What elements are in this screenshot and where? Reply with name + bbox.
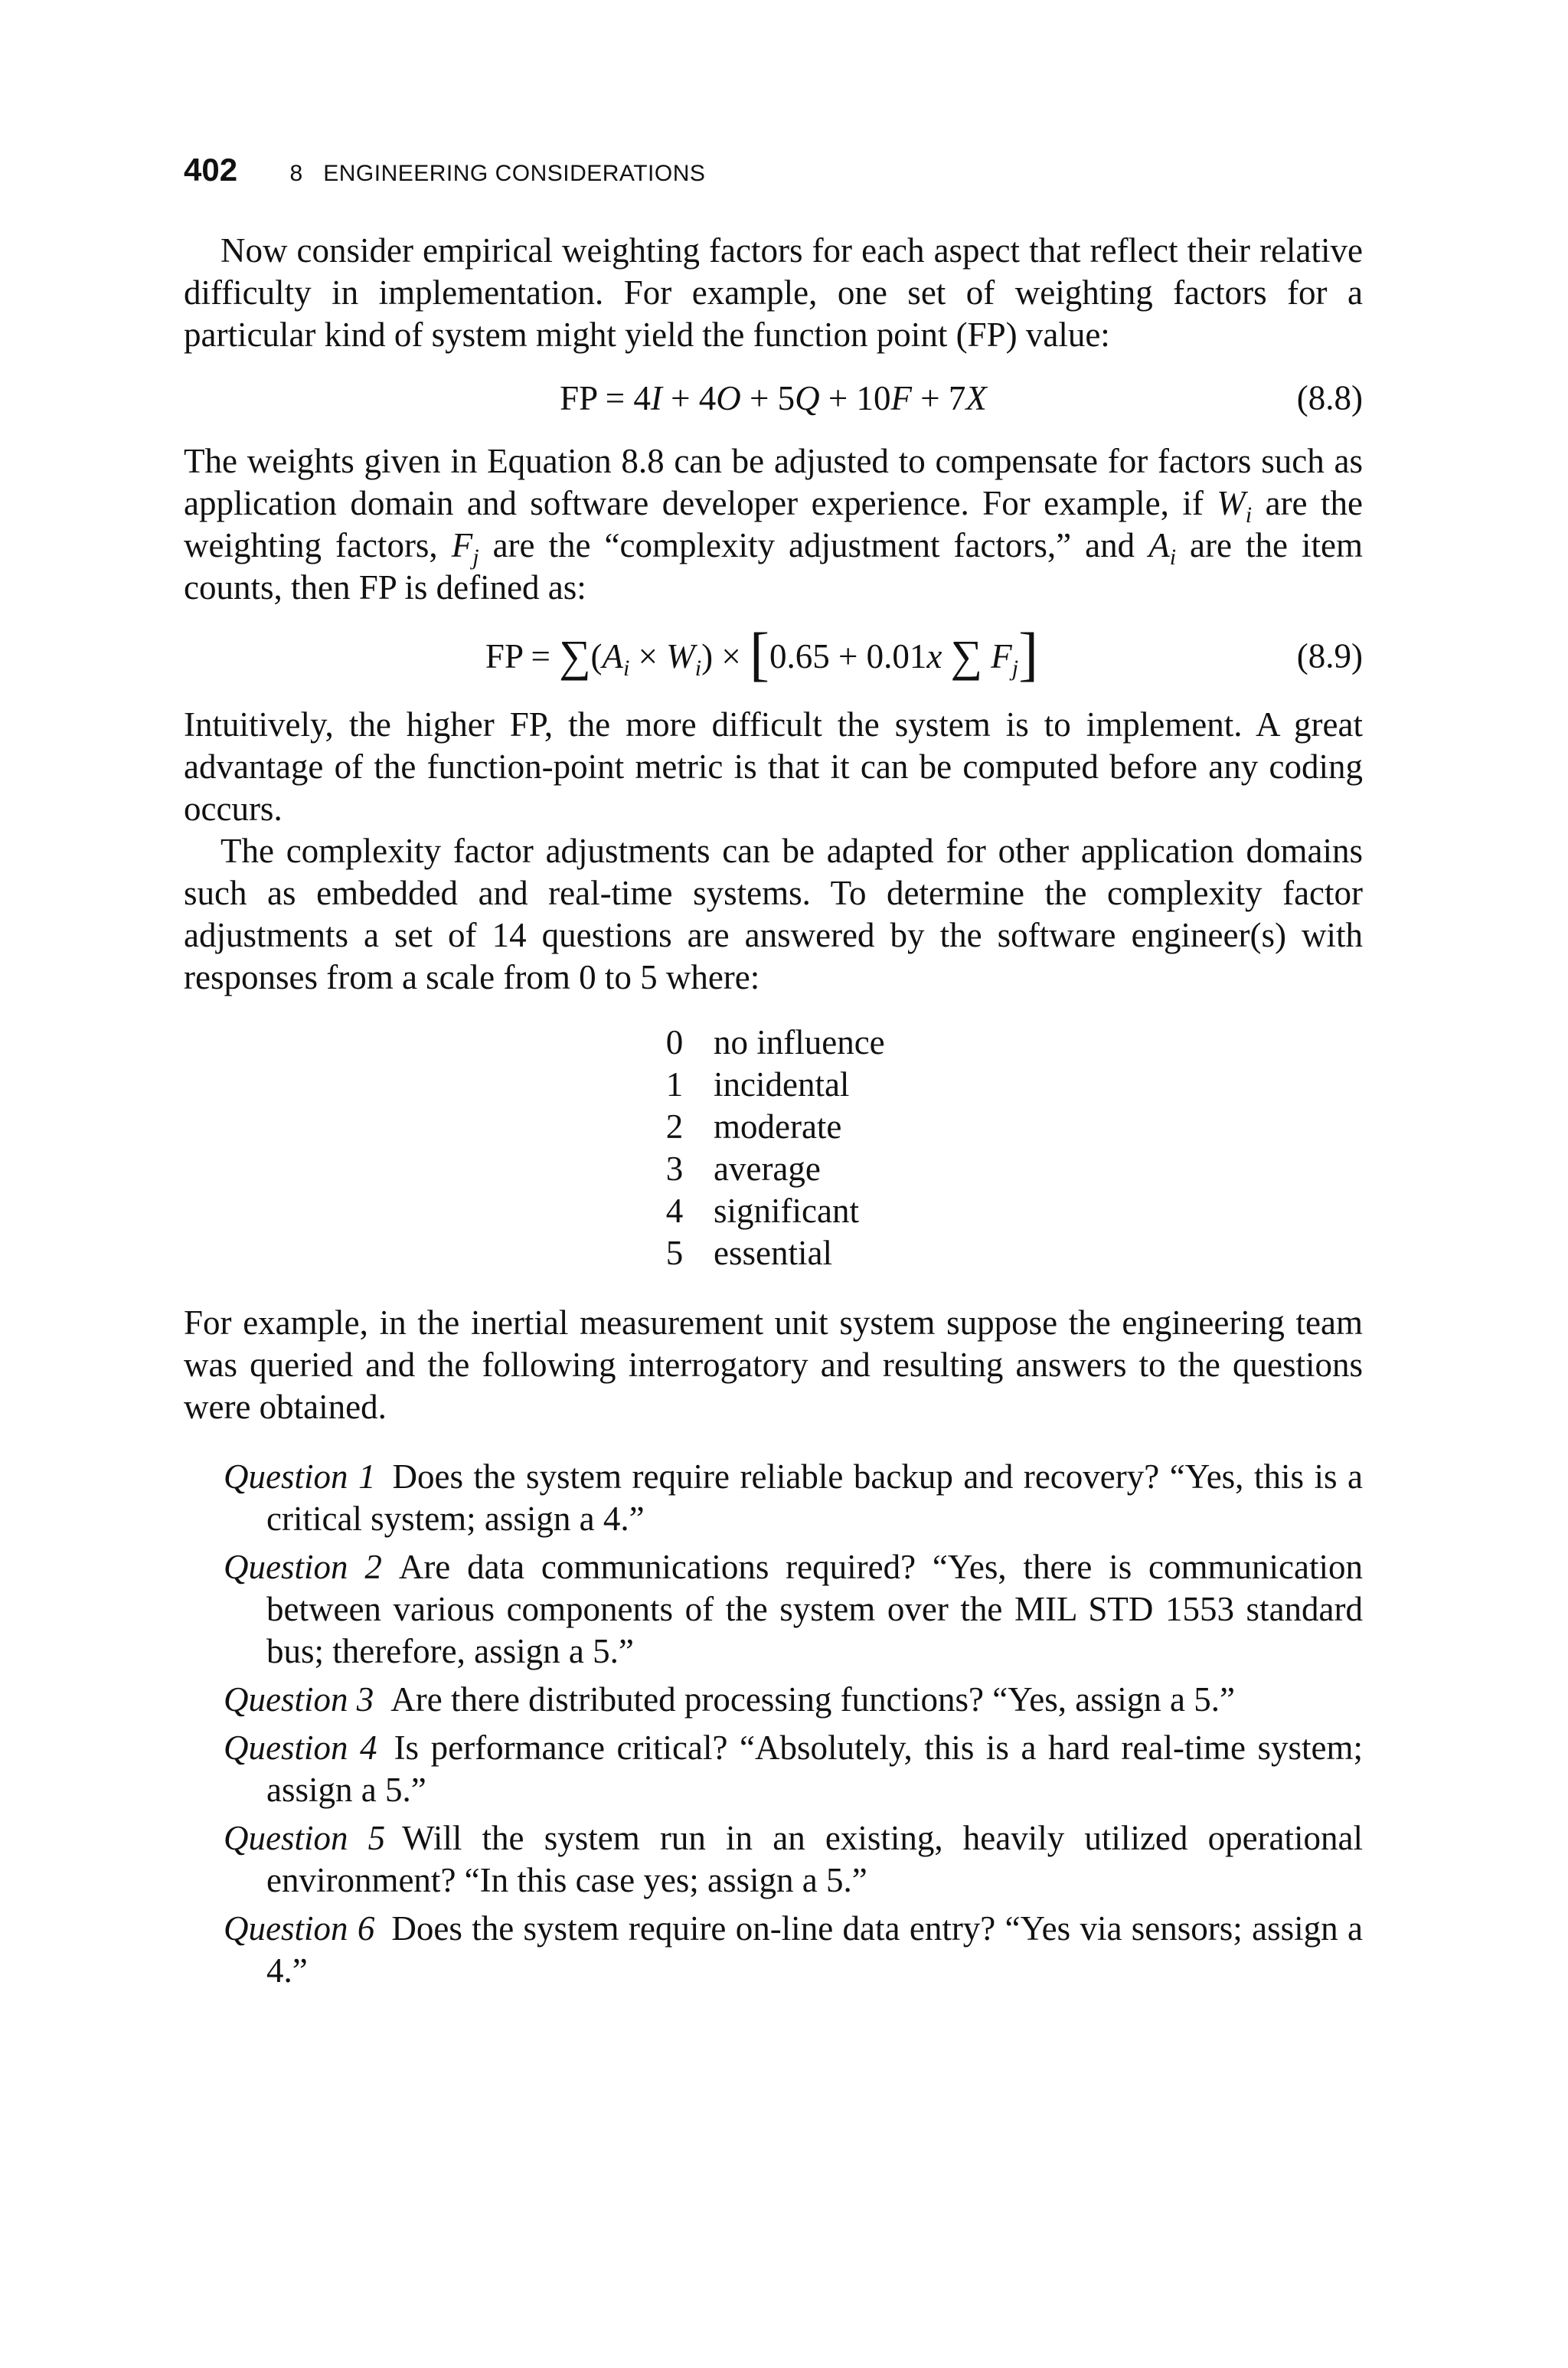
sub-i: i	[623, 655, 630, 681]
eq-var-q: Q	[795, 378, 820, 417]
question-text: Will the system run in an existing, heavily utilized operational environment? “In this case yes; assign a 5.”	[266, 1819, 1363, 1899]
list-item	[652, 1022, 1363, 1064]
eq-constant: 0.65 + 0.01	[769, 636, 927, 675]
var-a: A	[1148, 526, 1170, 564]
sub-j: j	[472, 545, 479, 570]
scale-value: 1	[665, 1065, 684, 1104]
sub-i: i	[1169, 545, 1177, 570]
eq-var-f: F	[890, 378, 913, 417]
var-f: F	[451, 526, 473, 564]
summation-symbol: ∑	[950, 630, 982, 681]
var-w: W	[1217, 484, 1246, 522]
scale-label: no influence	[714, 1023, 885, 1061]
eq-var-a: A	[602, 636, 624, 675]
list-item	[652, 1148, 1363, 1190]
question-text: Does the system require on-line data entry? “Yes via sensors; assign a 4.”	[266, 1909, 1363, 1990]
question-text: Does the system require reliable backup and recovery? “Yes, this is a critical system; assign a 4.”	[266, 1457, 1363, 1538]
question-label: Question 5	[224, 1819, 386, 1857]
eq-term: + 4	[662, 378, 717, 417]
question-text: Are data communications required? “Yes, there is communication between various components of the system over the MIL STD 1553 standard bus; therefore, assign a 5.”	[266, 1548, 1363, 1670]
sub-i: i	[1245, 502, 1253, 528]
question-label: Question 3	[224, 1680, 374, 1719]
paragraph-intuition: Intuitively, the higher FP, the more difficult the system is to implement. A great advantage of the function-point metric is that it can be computed before any coding occurs.	[184, 705, 1363, 828]
text-run: are the weighting factors,	[184, 484, 1363, 564]
scale-label: incidental	[714, 1065, 850, 1104]
running-header	[184, 152, 705, 188]
eq-term: + 10	[819, 378, 891, 417]
list-item	[652, 1064, 1363, 1106]
times-symbol: ×	[629, 636, 667, 675]
scale-value: 2	[665, 1107, 684, 1146]
summation-symbol: ∑	[559, 630, 591, 681]
paragraph-complexity: The complexity factor adjustments can be adapted for other application domains such as embedded and real-time systems. To determine the complexity factor adjustments a set of 14 questions are answered by the software engineer(s) with responses from a scale from 0 to 5 where:	[184, 832, 1363, 996]
eq-var-f: F	[991, 636, 1012, 675]
scale-value: 4	[665, 1192, 684, 1230]
page-number: 402	[184, 152, 238, 188]
scale-label: essential	[714, 1234, 832, 1272]
question-item	[184, 1908, 1363, 1992]
scale-value: 5	[665, 1234, 684, 1272]
equation-8-9	[184, 609, 1363, 704]
paren: (	[590, 636, 603, 675]
text-run: are the “complexity adjustment factors,” and	[479, 526, 1149, 564]
influence-scale-list	[184, 1022, 1363, 1274]
times-symbol: ×	[713, 636, 750, 675]
question-text: Is performance critical? “Absolutely, this is a hard real-time system; assign a 5.”	[266, 1729, 1363, 1809]
paragraph-intro: Now consider empirical weighting factors for each aspect that reflect their relative difficulty in implementation. For example, one set of weighting factors for a particular kind of system might yield the function point (FP) value:	[184, 231, 1363, 354]
list-item	[652, 1232, 1363, 1274]
question-item	[184, 1679, 1363, 1721]
chapter-title: 8 ENGINEERING CONSIDERATIONS	[289, 161, 706, 186]
eq-term: + 7	[912, 378, 966, 417]
right-bracket: ]	[1018, 620, 1039, 687]
eq-lhs: FP =	[560, 378, 634, 417]
eq-var-o: O	[716, 378, 741, 417]
eq-lhs: FP =	[485, 636, 560, 675]
sub-i: i	[694, 655, 702, 681]
equation-number: (8.9)	[1296, 636, 1363, 675]
sub-j: j	[1011, 655, 1019, 681]
paragraph-weights	[184, 440, 1363, 609]
question-label: Question 2	[224, 1548, 382, 1586]
question-item	[184, 1727, 1363, 1811]
eq-term: 4	[633, 378, 651, 417]
question-item	[184, 1456, 1363, 1540]
question-text: Are there distributed processing functions? “Yes, assign a 5.”	[390, 1680, 1235, 1719]
text-run: are the item counts, then FP is defined as:	[184, 526, 1363, 607]
question-list	[184, 1456, 1363, 1992]
left-bracket: [	[750, 620, 769, 687]
equation-number: (8.8)	[1296, 378, 1363, 417]
paren: )	[701, 636, 714, 675]
equation-body	[560, 378, 987, 420]
eq-var-x: X	[965, 378, 987, 417]
eq-var-w: W	[666, 636, 695, 675]
equation-body	[485, 620, 1039, 687]
body-text	[184, 230, 1363, 1998]
scale-value: 0	[665, 1023, 684, 1061]
scale-value: 3	[665, 1150, 684, 1188]
paragraph-example: For example, in the inertial measurement unit system suppose the engineering team was queried and the following interrogatory and resulting answers to the questions were obtained.	[184, 1303, 1363, 1426]
eq-term: + 5	[740, 378, 795, 417]
scale-label: moderate	[714, 1107, 842, 1146]
scale-label: average	[714, 1150, 821, 1188]
list-item	[652, 1106, 1363, 1148]
eq-var-i: I	[650, 378, 662, 417]
eq-var-x: x	[926, 636, 942, 675]
question-item	[184, 1546, 1363, 1673]
question-item	[184, 1817, 1363, 1902]
list-item	[652, 1190, 1363, 1232]
question-label: Question 1	[224, 1457, 376, 1496]
question-label: Question 4	[224, 1729, 377, 1767]
scale-label: significant	[714, 1192, 859, 1230]
equation-8-8	[184, 356, 1363, 440]
question-label: Question 6	[224, 1909, 375, 1948]
text-run: The weights given in Equation 8.8 can be adjusted to compensate for factors such as application domain and software developer experience. For example, if	[184, 442, 1363, 522]
